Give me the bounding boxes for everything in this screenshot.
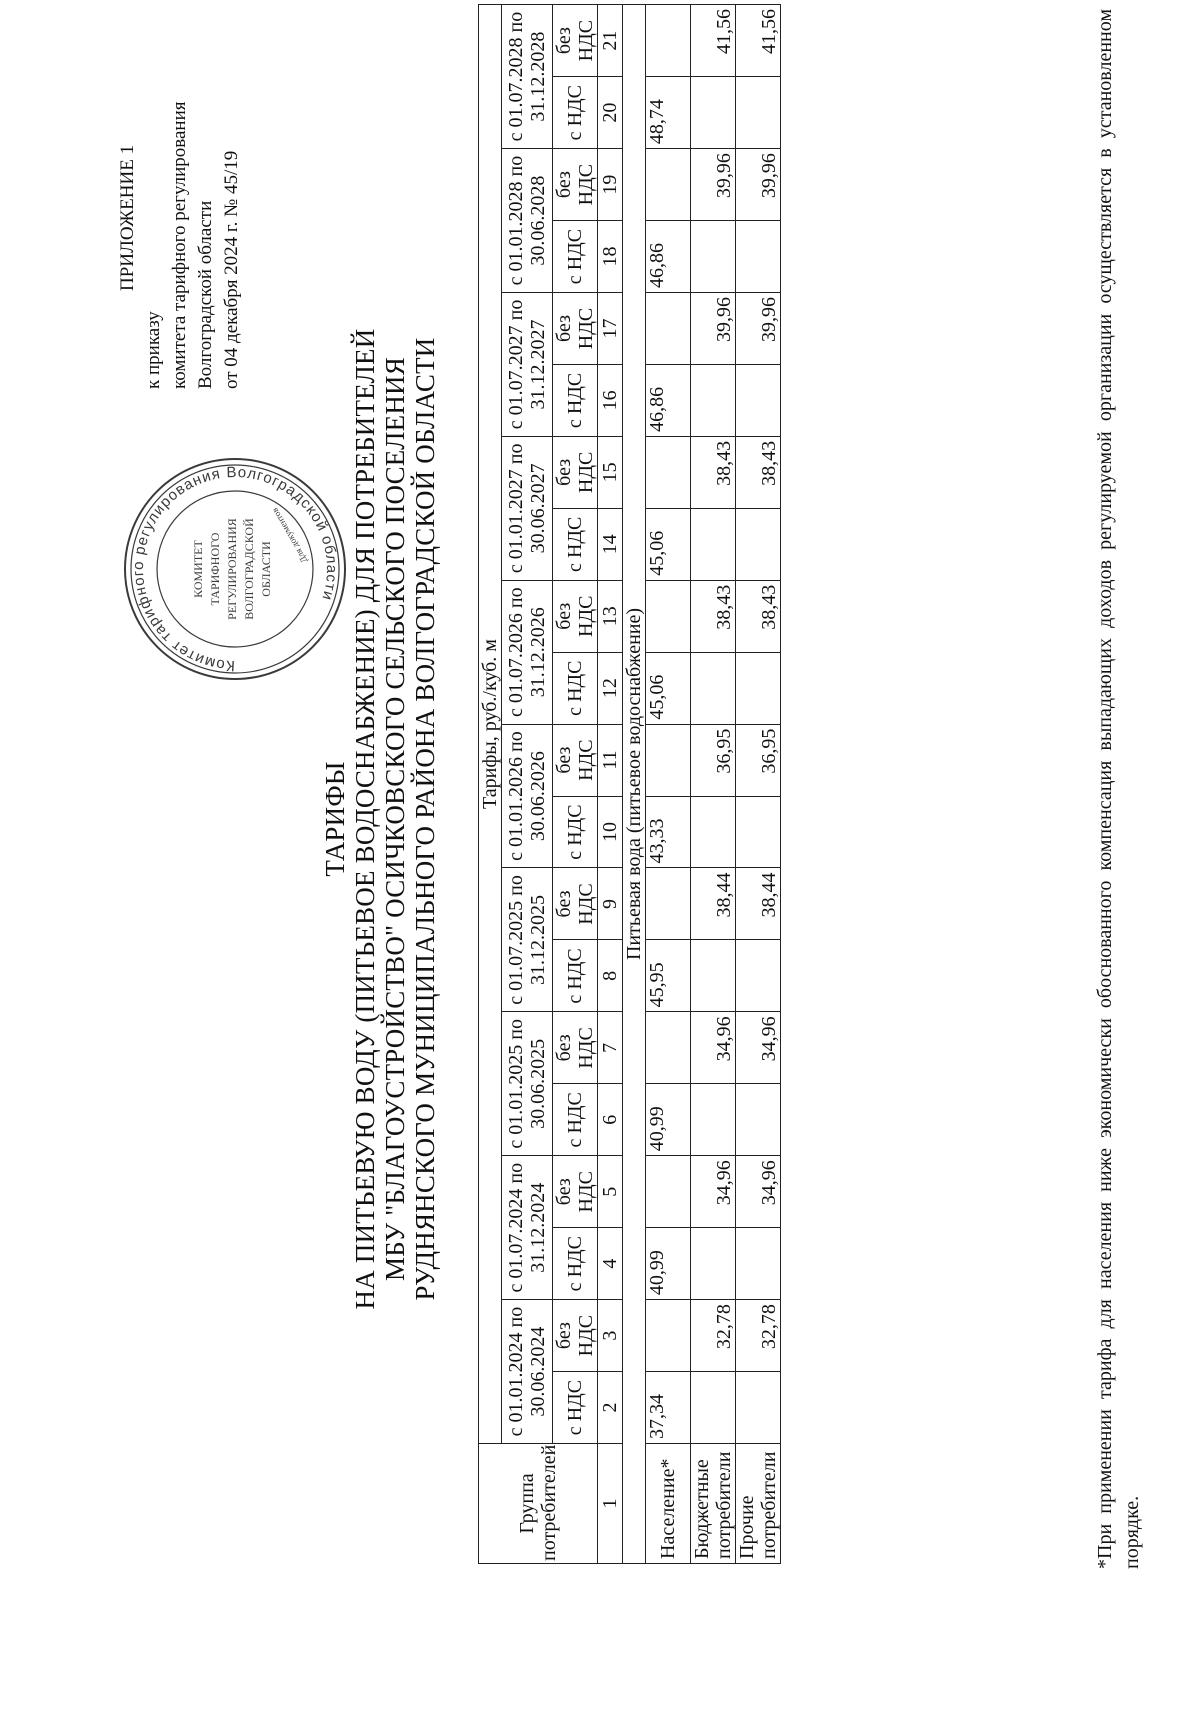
column-number: 10 bbox=[598, 796, 623, 868]
period-header: с 01.07.2025 по 31.12.2025 bbox=[502, 868, 553, 1012]
column-number: 17 bbox=[598, 293, 623, 365]
with-vat-header: с НДС bbox=[553, 1084, 598, 1156]
tariff-cell bbox=[691, 1372, 736, 1444]
tariff-header: Тарифы, руб./куб. м bbox=[479, 5, 502, 1444]
tariff-cell bbox=[691, 221, 736, 293]
tariff-cell bbox=[736, 1372, 781, 1444]
appendix-heading: ПРИЛОЖЕНИЕ 1 bbox=[117, 144, 138, 291]
tariff-cell bbox=[691, 77, 736, 149]
tariff-cell bbox=[646, 436, 691, 508]
title-line-1: ТАРИФЫ bbox=[320, 761, 350, 877]
footnote: *При применении тарифа для населения ниже экономически обоснованного компенсация выпадающих доходов регулируемой организации осуществляется в установленном порядке. bbox=[1094, 9, 1143, 1569]
column-number: 3 bbox=[598, 1300, 623, 1372]
tariff-cell: 37,34 bbox=[646, 1372, 691, 1444]
tariff-cell bbox=[691, 508, 736, 580]
tariff-cell bbox=[736, 221, 781, 293]
tariff-cell: 38,43 bbox=[736, 580, 781, 652]
column-number: 1 bbox=[598, 1444, 623, 1564]
appendix-line-2: комитета тарифного регулирования bbox=[169, 101, 190, 389]
period-header: с 01.01.2025 по 30.06.2025 bbox=[502, 1012, 553, 1156]
without-vat-header: без НДС bbox=[553, 1300, 598, 1372]
tariff-cell: 32,78 bbox=[691, 1300, 736, 1372]
tariff-cell bbox=[691, 364, 736, 436]
tariff-cell bbox=[646, 868, 691, 940]
appendix-block bbox=[115, 9, 245, 389]
without-vat-header: без НДС bbox=[553, 580, 598, 652]
tariff-cell bbox=[646, 724, 691, 796]
tariff-cell: 41,56 bbox=[736, 5, 781, 77]
tariff-cell: 48,74 bbox=[646, 77, 691, 149]
title-line-2: НА ПИТЬЕВУЮ ВОДУ (ПИТЬЕВОЕ ВОДОСНАБЖЕНИЕ) ДЛЯ ПОТРЕБИТЕЛЕЙ bbox=[350, 328, 380, 1310]
seal-line-1: КОМИТЕТ bbox=[191, 540, 205, 598]
section-title: Питьевая вода (питьевое водоснабжение) bbox=[623, 5, 646, 1564]
tariff-cell bbox=[691, 796, 736, 868]
with-vat-header: с НДС bbox=[553, 1228, 598, 1300]
period-header: с 01.01.2026 по 30.06.2026 bbox=[502, 724, 553, 868]
tariff-cell bbox=[736, 1228, 781, 1300]
tariff-cell bbox=[646, 580, 691, 652]
tariff-cell bbox=[691, 1084, 736, 1156]
column-number: 6 bbox=[598, 1084, 623, 1156]
without-vat-header: без НДС bbox=[553, 436, 598, 508]
seal-line-4: ВОЛГОГРАДСКОЙ bbox=[242, 518, 256, 620]
period-header-row bbox=[502, 5, 553, 1564]
column-number: 7 bbox=[598, 1012, 623, 1084]
group-name: Население* bbox=[646, 1444, 691, 1564]
tariff-cell bbox=[736, 1084, 781, 1156]
with-vat-header: с НДС bbox=[553, 364, 598, 436]
column-number: 14 bbox=[598, 508, 623, 580]
without-vat-header: без НДС bbox=[553, 1156, 598, 1228]
column-number: 8 bbox=[598, 940, 623, 1012]
tariff-cell bbox=[736, 652, 781, 724]
group-header: Группа потребителей bbox=[479, 1444, 598, 1564]
tariff-cell: 38,43 bbox=[691, 580, 736, 652]
period-header: с 01.07.2024 по 31.12.2024 bbox=[502, 1156, 553, 1300]
document-title bbox=[320, 69, 440, 1569]
column-number: 20 bbox=[598, 77, 623, 149]
seal-line-5: ОБЛАСТИ bbox=[259, 541, 273, 597]
seal-line-3: РЕГУЛИРОВАНИЯ bbox=[225, 518, 239, 620]
tariff-cell bbox=[691, 652, 736, 724]
without-vat-header: без НДС bbox=[553, 5, 598, 77]
official-seal bbox=[120, 454, 350, 684]
without-vat-header: без НДС bbox=[553, 1012, 598, 1084]
appendix-line-3: Волгоградской области bbox=[195, 200, 216, 389]
seal-small-text: Для документов bbox=[269, 506, 310, 565]
with-vat-header: с НДС bbox=[553, 940, 598, 1012]
tariff-cell: 34,96 bbox=[691, 1156, 736, 1228]
tariff-cell: 32,78 bbox=[736, 1300, 781, 1372]
tariff-cell bbox=[736, 364, 781, 436]
tariff-cell bbox=[646, 5, 691, 77]
column-number: 19 bbox=[598, 149, 623, 221]
with-vat-header: с НДС bbox=[553, 508, 598, 580]
with-vat-header: с НДС bbox=[553, 652, 598, 724]
title-line-4: РУДНЯНСКОГО МУНИЦИПАЛЬНОГО РАЙОНА ВОЛГОГРАДСКОЙ ОБЛАСТИ bbox=[410, 337, 440, 1301]
without-vat-header: без НДС bbox=[553, 293, 598, 365]
tariff-cell bbox=[736, 77, 781, 149]
column-number: 4 bbox=[598, 1228, 623, 1300]
appendix-line-4: от 04 декабря 2024 г. № 45/19 bbox=[221, 150, 242, 389]
tariff-cell: 34,96 bbox=[736, 1012, 781, 1084]
tariff-cell: 38,44 bbox=[736, 868, 781, 940]
tariff-cell: 36,95 bbox=[691, 724, 736, 796]
tariff-table bbox=[478, 4, 781, 1564]
tariff-cell: 36,95 bbox=[736, 724, 781, 796]
group-name: Прочие потребители bbox=[736, 1444, 781, 1564]
period-header: с 01.01.2028 по 30.06.2028 bbox=[502, 149, 553, 293]
seal-line-2: ТАРИФНОГО bbox=[208, 532, 222, 606]
tariff-cell: 43,33 bbox=[646, 796, 691, 868]
tariff-cell bbox=[646, 1012, 691, 1084]
without-vat-header: без НДС bbox=[553, 724, 598, 796]
tariff-cell: 45,06 bbox=[646, 652, 691, 724]
tariff-cell: 34,96 bbox=[691, 1012, 736, 1084]
tariff-cell bbox=[646, 293, 691, 365]
tariff-cell: 41,56 bbox=[691, 5, 736, 77]
vat-header-row bbox=[553, 5, 598, 1564]
tariff-cell: 45,95 bbox=[646, 940, 691, 1012]
period-header: с 01.01.2027 по 30.06.2027 bbox=[502, 436, 553, 580]
seal-ring-text: Комитет тарифного регулирования Волгоградской области bbox=[129, 463, 341, 675]
with-vat-header: с НДС bbox=[553, 77, 598, 149]
period-header: с 01.01.2024 по 30.06.2024 bbox=[502, 1300, 553, 1444]
tariff-cell: 45,06 bbox=[646, 508, 691, 580]
with-vat-header: с НДС bbox=[553, 221, 598, 293]
period-header: с 01.07.2026 по 31.12.2026 bbox=[502, 580, 553, 724]
tariff-cell bbox=[736, 508, 781, 580]
table-row bbox=[646, 5, 691, 1564]
period-header: с 01.07.2028 по 31.12.2028 bbox=[502, 5, 553, 149]
column-number: 18 bbox=[598, 221, 623, 293]
column-number: 13 bbox=[598, 580, 623, 652]
tariff-cell: 46,86 bbox=[646, 364, 691, 436]
period-header: с 01.07.2027 по 31.12.2027 bbox=[502, 293, 553, 437]
table-row bbox=[736, 5, 781, 1564]
with-vat-header: с НДС bbox=[553, 796, 598, 868]
column-number: 2 bbox=[598, 1372, 623, 1444]
tariff-cell: 46,86 bbox=[646, 221, 691, 293]
tariff-cell bbox=[736, 940, 781, 1012]
tariff-cell: 39,96 bbox=[736, 293, 781, 365]
tariff-cell: 34,96 bbox=[736, 1156, 781, 1228]
tariff-cell: 38,43 bbox=[736, 436, 781, 508]
tariff-cell bbox=[736, 796, 781, 868]
with-vat-header: с НДС bbox=[553, 1372, 598, 1444]
appendix-line-1: к приказу bbox=[143, 311, 164, 389]
tariff-cell bbox=[691, 940, 736, 1012]
tariff-cell bbox=[646, 149, 691, 221]
column-number: 21 bbox=[598, 5, 623, 77]
tariff-cell bbox=[646, 1300, 691, 1372]
tariff-cell: 40,99 bbox=[646, 1228, 691, 1300]
column-number-row bbox=[598, 5, 623, 1564]
column-number: 5 bbox=[598, 1156, 623, 1228]
tariff-cell: 38,43 bbox=[691, 436, 736, 508]
column-number: 9 bbox=[598, 868, 623, 940]
without-vat-header: без НДС bbox=[553, 868, 598, 940]
tariff-cell: 40,99 bbox=[646, 1084, 691, 1156]
group-name: Бюджетные потребители bbox=[691, 1444, 736, 1564]
column-number: 11 bbox=[598, 724, 623, 796]
column-number: 12 bbox=[598, 652, 623, 724]
tariff-cell bbox=[646, 1156, 691, 1228]
tariff-cell: 39,96 bbox=[691, 149, 736, 221]
column-number: 16 bbox=[598, 364, 623, 436]
title-line-3: МБУ "БЛАГОУСТРОЙСТВО" ОСИЧКОВСКОГО СЕЛЬСКОГО ПОСЕЛЕНИЯ bbox=[380, 357, 410, 1281]
tariff-cell bbox=[691, 1228, 736, 1300]
tariff-cell: 38,44 bbox=[691, 868, 736, 940]
tariff-cell: 39,96 bbox=[691, 293, 736, 365]
tariff-cell: 39,96 bbox=[736, 149, 781, 221]
column-number: 15 bbox=[598, 436, 623, 508]
without-vat-header: без НДС bbox=[553, 149, 598, 221]
table-row bbox=[691, 5, 736, 1564]
